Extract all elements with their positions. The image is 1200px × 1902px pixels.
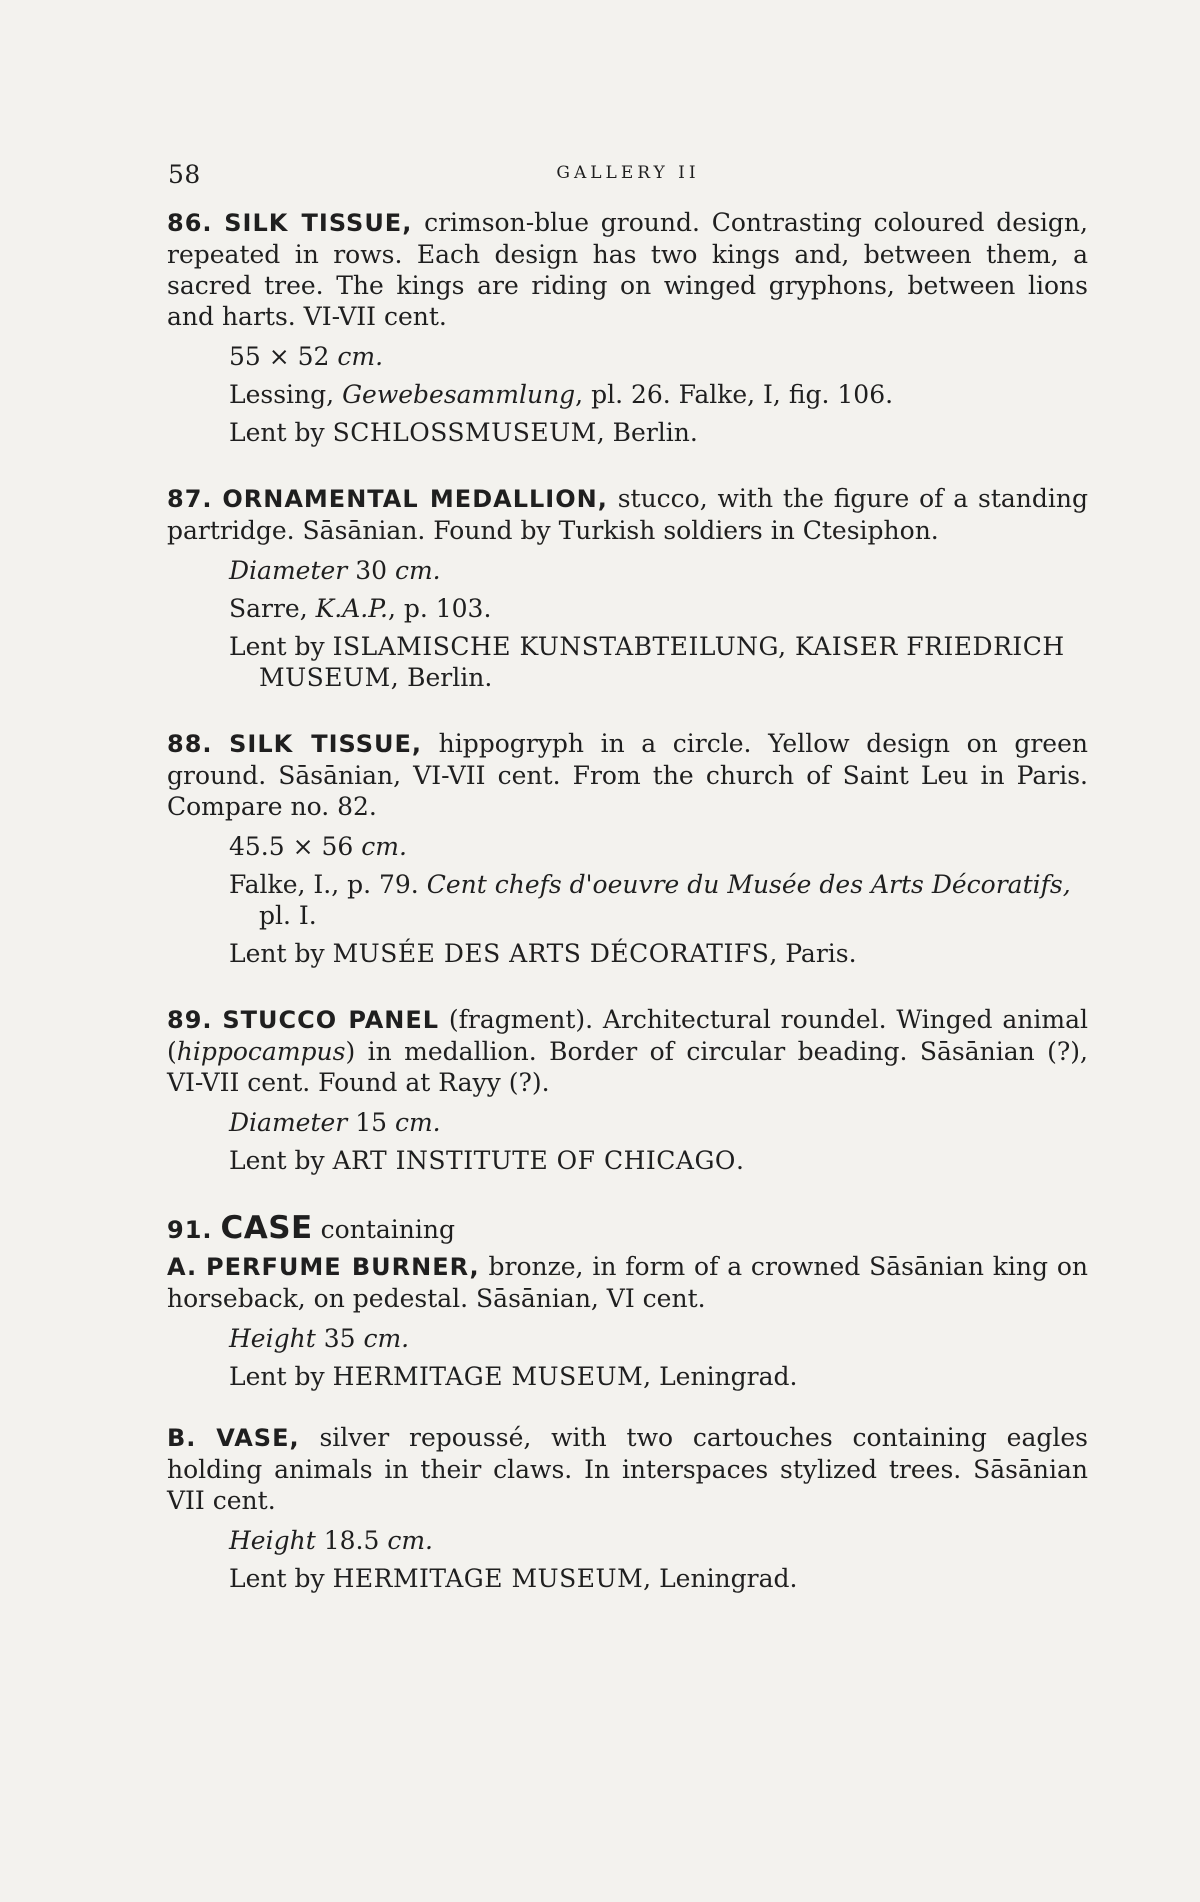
bibliography-reference: , pl. 26. Falke, I, fig. 106. xyxy=(575,380,894,409)
lender-name: MUSÉE DES ARTS DÉCORATIFS xyxy=(332,939,770,968)
case-heading xyxy=(167,1211,1088,1247)
entry-dimensions xyxy=(229,555,1088,586)
entry-text-part-2: ) in medallion. Border of circular beading. Sāsānian (?), VI-VII cent. Found at Rayy (?). xyxy=(167,1037,1088,1097)
catalogue-content xyxy=(167,207,1088,1594)
dimensions-unit: cm. xyxy=(337,342,384,371)
case-item-description xyxy=(167,1422,1088,1516)
dimensions-label: Diameter xyxy=(229,556,356,585)
entry-number: 87. xyxy=(167,485,213,513)
entry-text: crimson-blue ground. Contrasting coloured design, repeated in rows. Each design has two kings and, between them, a sacred tree. The kings are riding on winged gryphons, between lions and harts. VI-VII cent. xyxy=(167,208,1088,331)
dimensions-value: 30 xyxy=(355,556,395,585)
lender-name: ISLAMISCHE KUNSTABTEILUNG, KAISER FRIEDRICH MUSEUM, xyxy=(259,632,1065,692)
entry-88 xyxy=(167,728,1088,969)
lender-name: ART INSTITUTE OF CHICAGO xyxy=(332,1146,736,1175)
case-item-letter: A. xyxy=(167,1253,198,1281)
case-item-title: PERFUME BURNER, xyxy=(205,1253,480,1281)
lender-name: HERMITAGE MUSEUM xyxy=(332,1362,644,1391)
entry-number: 88. xyxy=(167,730,213,758)
entry-number: 89. xyxy=(167,1006,213,1034)
case-item-title: VASE, xyxy=(216,1424,300,1452)
running-head: GALLERY II xyxy=(556,163,700,183)
case-suffix: containing xyxy=(312,1215,455,1244)
entry-87 xyxy=(167,483,1088,693)
dimensions-value: 35 xyxy=(323,1324,364,1353)
lender-prefix: Lent by xyxy=(229,1362,333,1391)
entry-text: stucco, with the figure of a standing partridge. Sāsānian. Found by Turkish soldiers in Ctesiphon. xyxy=(167,484,1088,545)
case-item-dimensions xyxy=(229,1525,1088,1556)
entry-title: STUCCO PANEL xyxy=(222,1006,440,1034)
entry-86 xyxy=(167,207,1088,448)
dimensions-unit: cm. xyxy=(394,556,441,585)
lender-prefix: Lent by xyxy=(229,1564,333,1593)
entry-lender xyxy=(229,417,1088,448)
entry-lender xyxy=(229,938,1088,969)
lender-prefix: Lent by xyxy=(229,418,333,447)
lender-prefix: Lent by xyxy=(229,1146,333,1175)
entry-description xyxy=(167,207,1088,332)
lender-suffix: . xyxy=(735,1146,744,1175)
entry-text: hippogryph in a circle. Yellow design on green ground. Sāsānian, VI-VII cent. From the church of Saint Leu in Paris. Compare no. 82. xyxy=(167,729,1088,821)
dimensions-label: Height xyxy=(229,1324,324,1353)
entry-title: SILK TISSUE, xyxy=(224,209,413,237)
entry-dimensions xyxy=(229,1107,1088,1138)
lender-suffix: , Paris. xyxy=(769,939,857,968)
dimensions-unit: cm. xyxy=(394,1108,441,1137)
case-item-b xyxy=(167,1422,1088,1594)
dimensions-value: 18.5 xyxy=(323,1526,388,1555)
dimensions-unit: cm. xyxy=(361,832,407,861)
dimensions-value: 45.5 × 56 xyxy=(229,832,362,861)
entry-bibliography xyxy=(229,593,1088,624)
entry-dimensions xyxy=(229,341,1088,372)
entry-description xyxy=(167,1004,1088,1098)
case-title: CASE xyxy=(220,1210,313,1246)
case-item-description xyxy=(167,1251,1088,1314)
entry-lender xyxy=(229,1145,1088,1176)
entry-number: 86. xyxy=(167,209,213,237)
entry-lender xyxy=(229,631,1088,693)
entry-text-italic: hippocampus xyxy=(176,1037,346,1066)
entry-dimensions xyxy=(229,831,1088,862)
lender-suffix: Berlin. xyxy=(407,663,493,692)
dimensions-value: 15 xyxy=(355,1108,395,1137)
dimensions-value: 55 × 52 xyxy=(229,342,338,371)
case-item-dimensions xyxy=(229,1323,1088,1354)
bibliography-title: Gewebesammlung xyxy=(342,380,576,409)
bibliography-author: Lessing, xyxy=(229,380,343,409)
entry-description xyxy=(167,483,1088,546)
lender-prefix: Lent by xyxy=(229,632,333,661)
entry-title: SILK TISSUE, xyxy=(229,730,423,758)
entry-description xyxy=(167,728,1088,822)
dimensions-label: Height xyxy=(229,1526,324,1555)
bibliography-author: Sarre, xyxy=(229,594,316,623)
bibliography-reference: pl. I. xyxy=(259,901,317,930)
entry-title: ORNAMENTAL MEDALLION, xyxy=(222,485,608,513)
case-item-lender xyxy=(229,1563,1088,1594)
lender-name: HERMITAGE MUSEUM xyxy=(332,1564,644,1593)
entry-89 xyxy=(167,1004,1088,1176)
lender-name: SCHLOSSMUSEUM xyxy=(332,418,597,447)
entry-bibliography xyxy=(229,869,1088,931)
lender-suffix: , Leningrad. xyxy=(643,1564,798,1593)
bibliography-title: Cent chefs d'oeuvre du Musée des Arts Décoratifs, xyxy=(426,870,1071,899)
dimensions-label: Diameter xyxy=(229,1108,356,1137)
bibliography-reference: , p. 103. xyxy=(387,594,492,623)
entry-text-part-1: (fragment). Architectural roundel. Winged animal ( xyxy=(167,1005,1088,1066)
page-header xyxy=(168,160,1088,192)
entry-bibliography xyxy=(229,379,1088,410)
bibliography-author: Falke, I., p. 79. xyxy=(229,870,427,899)
lender-prefix: Lent by xyxy=(229,939,333,968)
lender-suffix: , Berlin. xyxy=(596,418,698,447)
page-number: 58 xyxy=(168,160,201,189)
case-item-letter: B. xyxy=(167,1424,197,1452)
dimensions-unit: cm. xyxy=(387,1526,433,1555)
case-item-a xyxy=(167,1251,1088,1392)
case-item-text: silver repoussé, with two cartouches containing eagles holding animals in their claws. In interspaces stylized trees. Sāsānian VII cent. xyxy=(167,1423,1089,1515)
case-number: 91. xyxy=(167,1216,213,1244)
bibliography-title: K.A.P. xyxy=(315,594,388,623)
case-item-text: bronze, in form of a crowned Sāsānian king on horseback, on pedestal. Sāsānian, VI cent. xyxy=(167,1252,1089,1313)
case-item-lender xyxy=(229,1361,1088,1392)
dimensions-unit: cm. xyxy=(363,1324,410,1353)
lender-suffix: , Leningrad. xyxy=(643,1362,798,1391)
